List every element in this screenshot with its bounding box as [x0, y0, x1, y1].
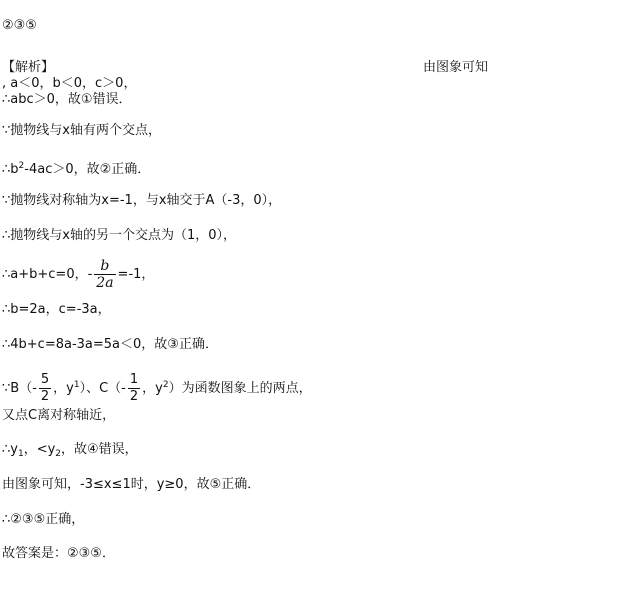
other-root-line: ∴抛物线与x轴的另一个交点为（1，0），: [2, 228, 237, 243]
y-compare-line: $\therefore y_1$，$<y_2$，故④错误，: [2, 442, 138, 459]
intersect-line: ∵抛物线与x轴有两个交点，: [2, 123, 161, 138]
right-note: 由图象可知: [423, 60, 489, 75]
answer-top: ②③⑤: [2, 18, 37, 33]
final-answer-line: 故答案是：②③⑤．: [2, 546, 115, 561]
sign-line: , a＜0，b＜0，c＞0，: [2, 76, 137, 91]
bc-line: ∴b=2a，c=-3a，: [2, 302, 111, 317]
axis-line: ∵抛物线对称轴为x=-1，与x轴交于A（-3，0），: [2, 193, 282, 208]
discriminant-line: $\therefore b^2-4ac>0$，故②正确．: [2, 161, 151, 177]
correct-line: ∴②③⑤正确，: [2, 512, 85, 527]
fraction-b-2a: $\frac{b}{2a}$: [96, 258, 114, 291]
closer-line: 又点C离对称轴近，: [2, 408, 116, 423]
abc-line: ∴abc＞0，故①错误．: [2, 92, 132, 107]
analysis-label: 【解析】: [2, 60, 55, 75]
equation-line: ∴a+b+c=0，- $\frac{b}{2a}$ =-1，: [2, 258, 155, 291]
fraction-5-2: $\frac{5}{2}$: [40, 372, 50, 404]
range-line: 由图象可知，-3≤x≤1时，y≥0，故⑤正确．: [2, 477, 261, 492]
fraction-1-2: $\frac{1}{2}$: [129, 372, 139, 404]
points-line: ∵B（- $\frac{5}{2}$ ，$y^1$）、C（- $\frac{1}{2}$ ，$y^2$）为函数图象上的两点，: [2, 372, 312, 404]
compare-line: ∴4b+c=8a-3a=5a＜0，故③正确．: [2, 337, 218, 352]
